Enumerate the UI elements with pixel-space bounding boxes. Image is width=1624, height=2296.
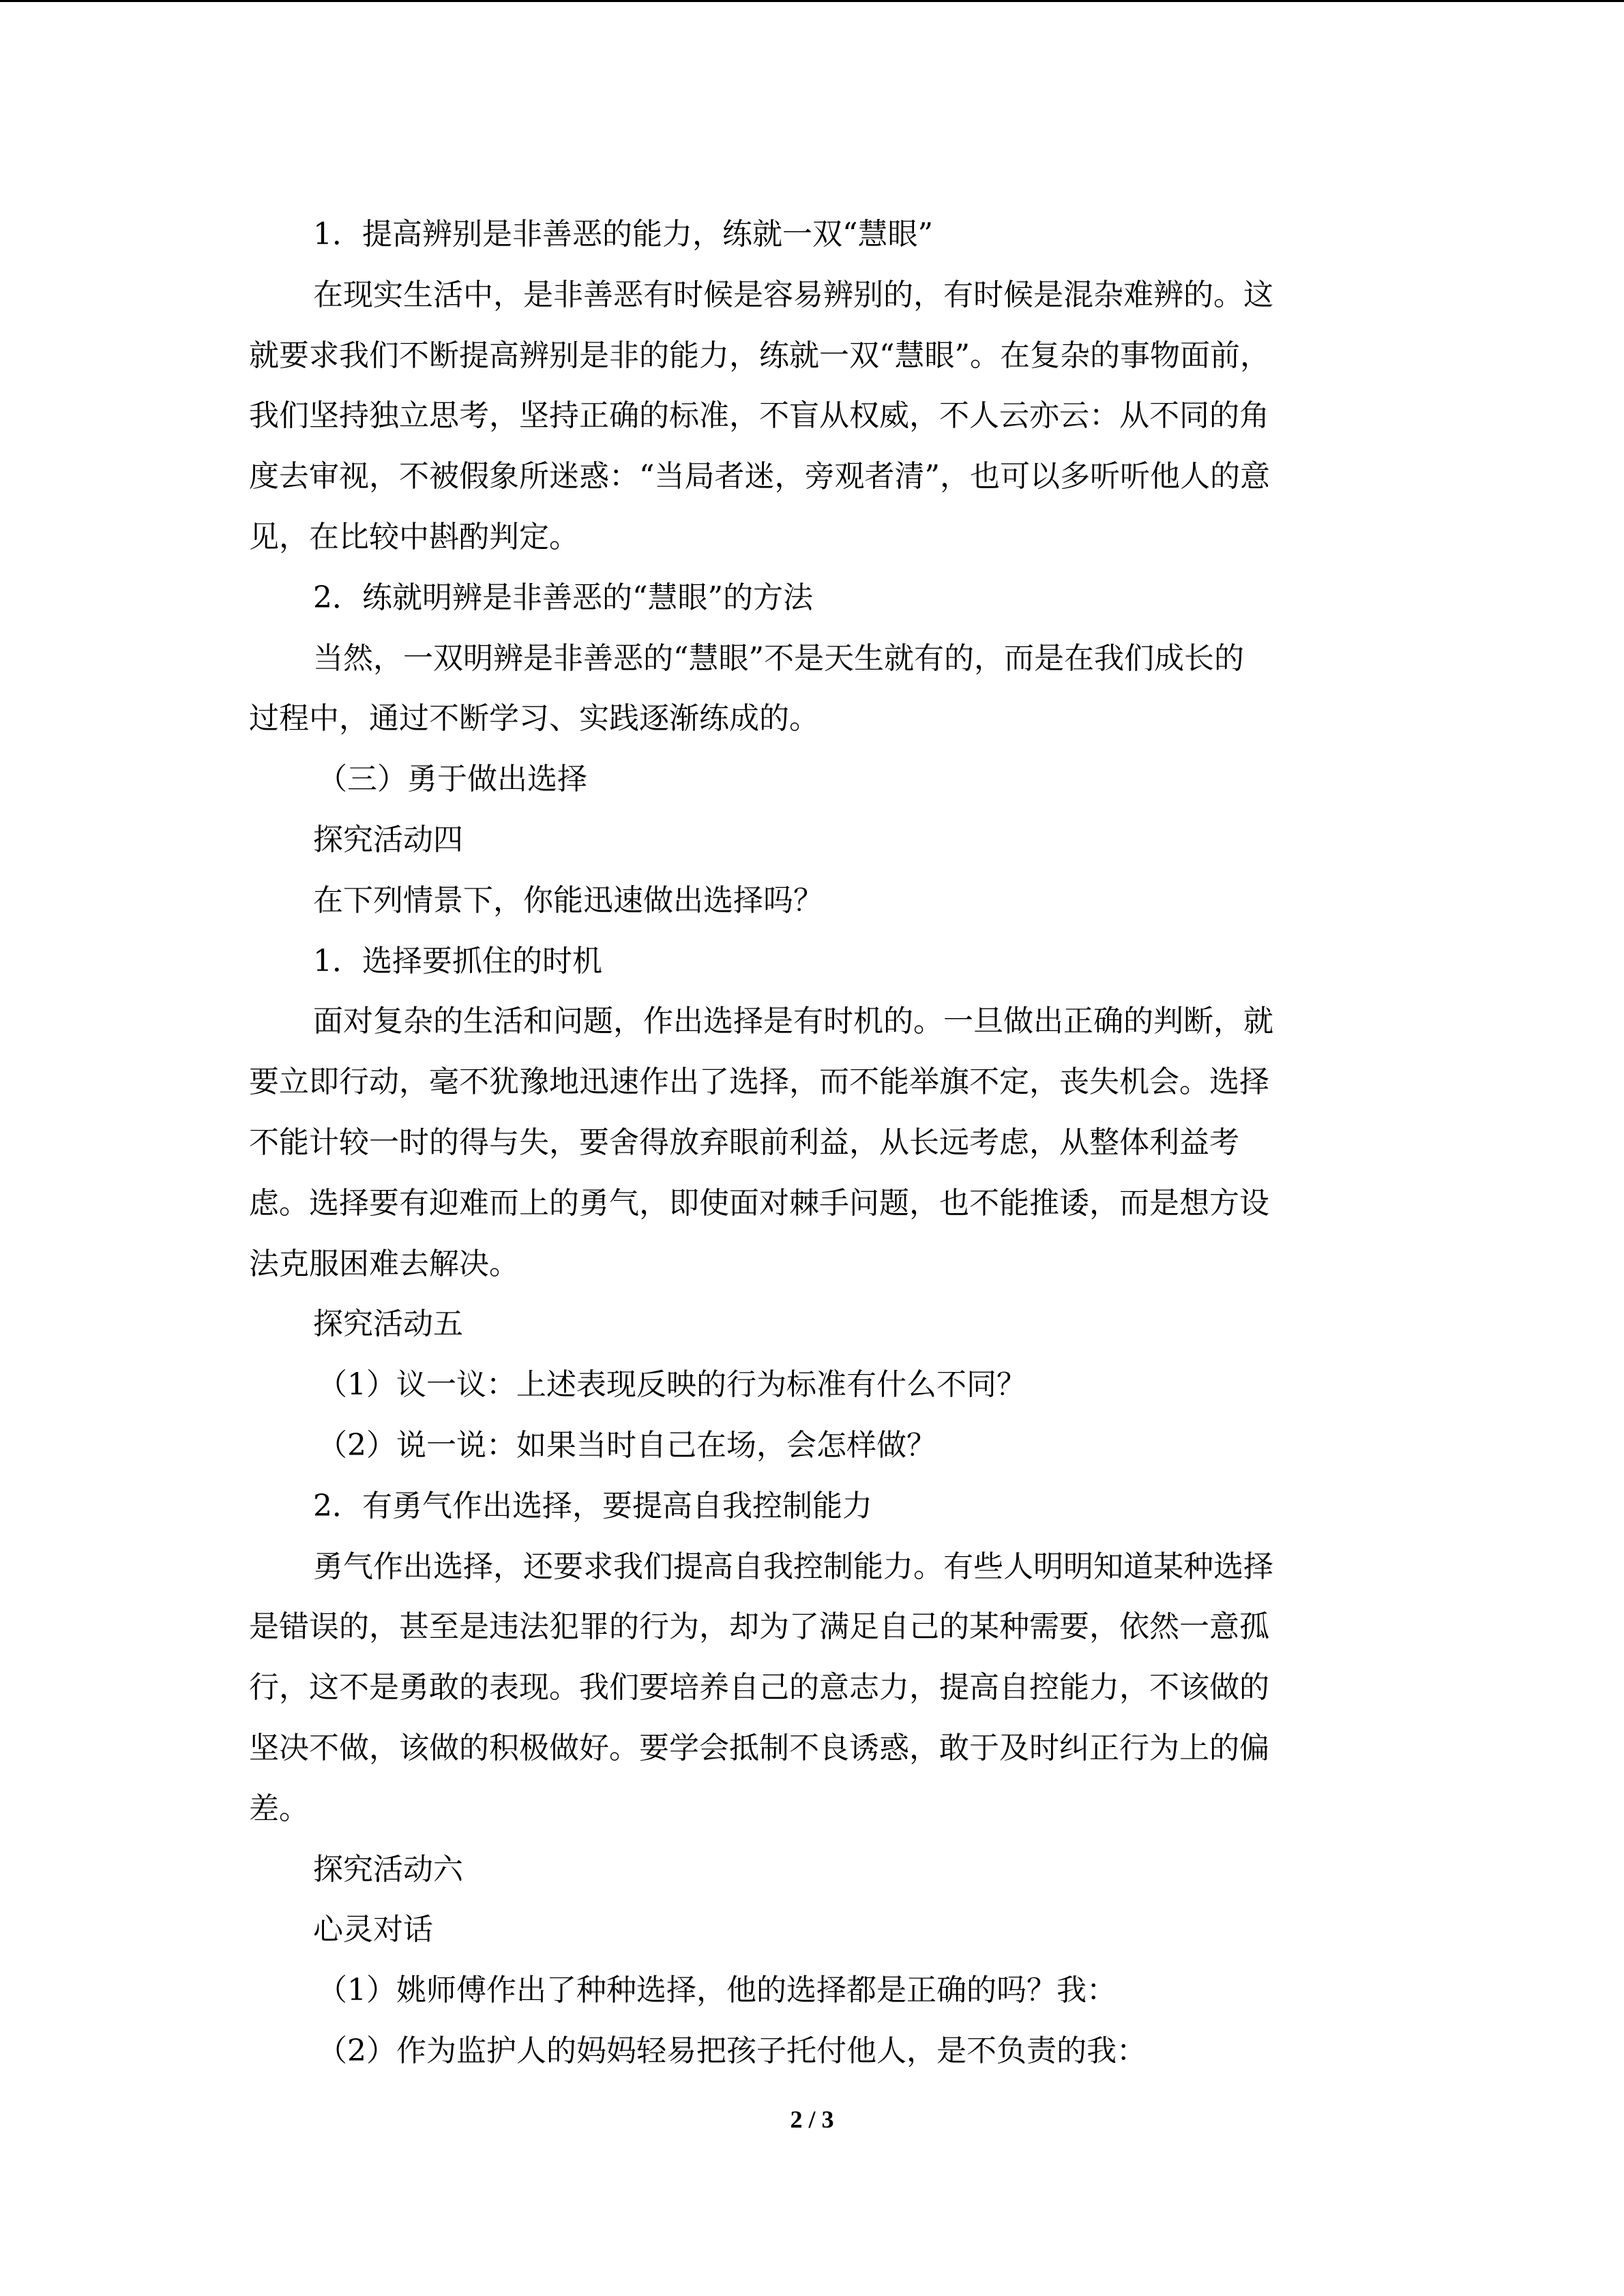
paragraph-line: 坚决不做，该做的积极做好。要学会抵制不良诱惑，敢于及时纠正行为上的偏 [249, 1730, 1269, 1765]
top-border-rule [0, 0, 1624, 2]
dialogue-heading: 心灵对话 [313, 1912, 433, 1948]
question-item: （2）说一说：如果当时自己在场，会怎样做？ [317, 1427, 936, 1463]
paragraph-line: 当然，一双明辨是非善恶的“慧眼”不是天生就有的，而是在我们成长的 [313, 640, 1244, 676]
question-item: （2）作为监护人的妈妈轻易把孩子托付他人，是不负责的我： [317, 2033, 1147, 2068]
activity-four-heading: 探究活动四 [313, 822, 463, 857]
heading-seize-moment: 1．选择要抓住的时机 [313, 943, 602, 979]
paragraph-line: 过程中，通过不断学习、实践逐渐练成的。 [249, 701, 819, 736]
paragraph-line: 行，这不是勇敢的表现。我们要培养自己的意志力，提高自控能力，不该做的 [249, 1670, 1269, 1705]
paragraph-line: 虑。选择要有迎难而上的勇气，即使面对棘手问题，也不能推诿，而是想方设 [249, 1185, 1269, 1221]
paragraph-line: 差。 [249, 1791, 309, 1826]
paragraph-line: 见，在比较中斟酌判定。 [249, 519, 579, 554]
paragraph-line: 在现实生活中，是非善恶有时候是容易辨别的，有时候是混杂难辨的。这 [313, 277, 1273, 312]
paragraph-line: 面对复杂的生活和问题，作出选择是有时机的。一旦做出正确的判断，就 [313, 1004, 1273, 1039]
paragraph-line: 不能计较一时的得与失，要舍得放弃眼前利益，从长远考虑，从整体利益考 [249, 1124, 1239, 1160]
activity-six-heading: 探究活动六 [313, 1851, 463, 1887]
activity-prompt: 在下列情景下，你能迅速做出选择吗？ [313, 882, 823, 918]
paragraph-line: 要立即行动，毫不犹豫地迅速作出了选择，而不能举旗不定，丧失机会。选择 [249, 1064, 1269, 1100]
page-number: 2 / 3 [790, 2106, 834, 2133]
paragraph-line: 是错误的，甚至是违法犯罪的行为，却为了满足自己的某种需要，依然一意孤 [249, 1609, 1269, 1645]
activity-five-heading: 探究活动五 [313, 1307, 463, 1342]
heading-method: 2．练就明辨是非善恶的“慧眼”的方法 [313, 580, 813, 615]
question-item: （1）姚师傅作出了种种选择，他的选择都是正确的吗？我： [317, 1973, 1117, 2008]
question-item: （1）议一议：上述表现反映的行为标准有什么不同？ [317, 1367, 1027, 1403]
paragraph-line: 法克服困难去解决。 [249, 1246, 519, 1281]
paragraph-line: 勇气作出选择，还要求我们提高自我控制能力。有些人明明知道某种选择 [313, 1549, 1273, 1584]
paragraph-line: 就要求我们不断提高辨别是非的能力，练就一双“慧眼”。在复杂的事物面前， [249, 338, 1270, 373]
heading-courage-self-control: 2．有勇气作出选择，要提高自我控制能力 [313, 1488, 872, 1523]
paragraph-line: 我们坚持独立思考，坚持正确的标准，不盲从权威，不人云亦云：从不同的角 [249, 398, 1269, 434]
paragraph-line: 度去审视，不被假象所迷惑：“当局者迷，旁观者清”，也可以多听听他人的意 [249, 459, 1270, 494]
section-heading-three: （三）勇于做出选择 [317, 762, 587, 797]
heading-improve-discernment: 1．提高辨别是非善恶的能力，练就一双“慧眼” [313, 217, 933, 252]
document-body [249, 205, 1374, 2082]
